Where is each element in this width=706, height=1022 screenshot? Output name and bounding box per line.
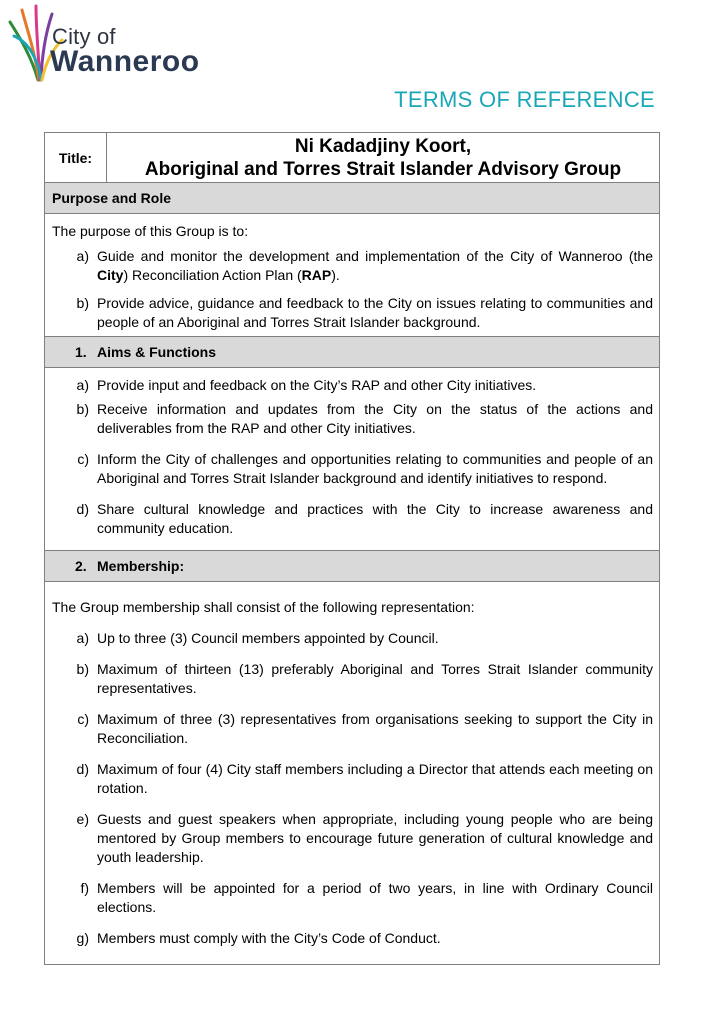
- section-title: Membership:: [97, 558, 185, 574]
- list-text: Guide and monitor the development and implementation of the City of Wanneroo (the City) Reconciliation Action Plan (RAP).: [97, 248, 653, 283]
- group-title-line1: Ni Kadadjiny Koort,: [294, 136, 472, 157]
- city-logo: [8, 2, 228, 82]
- list-marker: f): [80, 880, 89, 896]
- aims-heading: [45, 337, 659, 368]
- list-item: [52, 500, 653, 538]
- list-item: [52, 660, 653, 698]
- list-text: Inform the City of challenges and opportunities relating to communities and people of an Aboriginal and Torres Strait Islander background and identify initiatives to respond.: [97, 451, 653, 486]
- list-marker: a): [76, 630, 89, 646]
- section-number: 1.: [75, 344, 87, 360]
- section-number: 2.: [75, 558, 87, 574]
- list-item: [52, 879, 653, 917]
- list-marker: c): [77, 711, 89, 727]
- list-marker: b): [76, 401, 89, 417]
- list-marker: a): [76, 377, 89, 393]
- list-marker: c): [77, 451, 89, 467]
- list-item: [52, 294, 653, 332]
- logo-wanneroo-text: Wanneroo: [50, 45, 200, 78]
- list-text: Members will be appointed for a period of two years, in line with Ordinary Council elections.: [97, 880, 653, 915]
- list-text: Share cultural knowledge and practices with the City to increase awareness and community education.: [97, 501, 653, 536]
- list-text: Provide input and feedback on the City’s RAP and other City initiatives.: [97, 377, 537, 393]
- list-marker: b): [76, 295, 89, 311]
- group-title: [107, 133, 659, 182]
- list-marker: e): [76, 811, 89, 827]
- list-item: [52, 450, 653, 488]
- list-item: [52, 400, 653, 438]
- list-marker: d): [76, 501, 89, 517]
- list-item: [52, 629, 653, 648]
- list-marker: d): [76, 761, 89, 777]
- list-text: Maximum of thirteen (13) preferably Aboriginal and Torres Strait Islander community representatives.: [97, 661, 653, 696]
- list-item: [52, 710, 653, 748]
- title-label: Title:: [45, 133, 107, 182]
- list-text: Receive information and updates from the City on the status of the actions and deliverables from the RAP and other City initiatives.: [97, 401, 653, 436]
- list-text: Guests and guest speakers when appropriate, including young people who are being mentored by Group members to encourage future generation of cultural knowledge and youth leadership.: [97, 811, 653, 865]
- list-text: Maximum of three (3) representatives from organisations seeking to support the City in Reconciliation.: [97, 711, 653, 746]
- purpose-heading: Purpose and Role: [45, 183, 659, 214]
- list-text: Up to three (3) Council members appointed by Council.: [97, 630, 439, 646]
- list-text: Provide advice, guidance and feedback to the City on issues relating to communities and people of an Aboriginal and Torres Strait Islander background.: [97, 295, 653, 330]
- list-marker: g): [76, 930, 89, 946]
- doc-type-heading: TERMS OF REFERENCE: [394, 87, 655, 112]
- list-text: Maximum of four (4) City staff members including a Director that attends each meeting on rotation.: [97, 761, 653, 796]
- terms-table: [44, 132, 660, 965]
- logo-city-text: City of: [52, 24, 116, 49]
- list-item: [52, 760, 653, 798]
- membership-body: [45, 582, 659, 964]
- list-text: Members must comply with the City’s Code of Conduct.: [97, 930, 441, 946]
- purpose-lead: The purpose of this Group is to:: [52, 223, 249, 239]
- list-marker: a): [76, 248, 89, 264]
- purpose-body: [45, 214, 659, 337]
- membership-lead: The Group membership shall consist of the following representation:: [52, 599, 475, 615]
- group-title-line2: Aboriginal and Torres Strait Islander Advisory Group: [144, 159, 622, 180]
- aims-body: [45, 368, 659, 551]
- list-item: [52, 376, 653, 395]
- list-item: [52, 810, 653, 867]
- title-row: [45, 133, 659, 183]
- section-title: Aims & Functions: [97, 344, 217, 360]
- list-item: [52, 247, 653, 285]
- list-item: [52, 929, 653, 948]
- list-marker: b): [76, 661, 89, 677]
- membership-heading: [45, 551, 659, 582]
